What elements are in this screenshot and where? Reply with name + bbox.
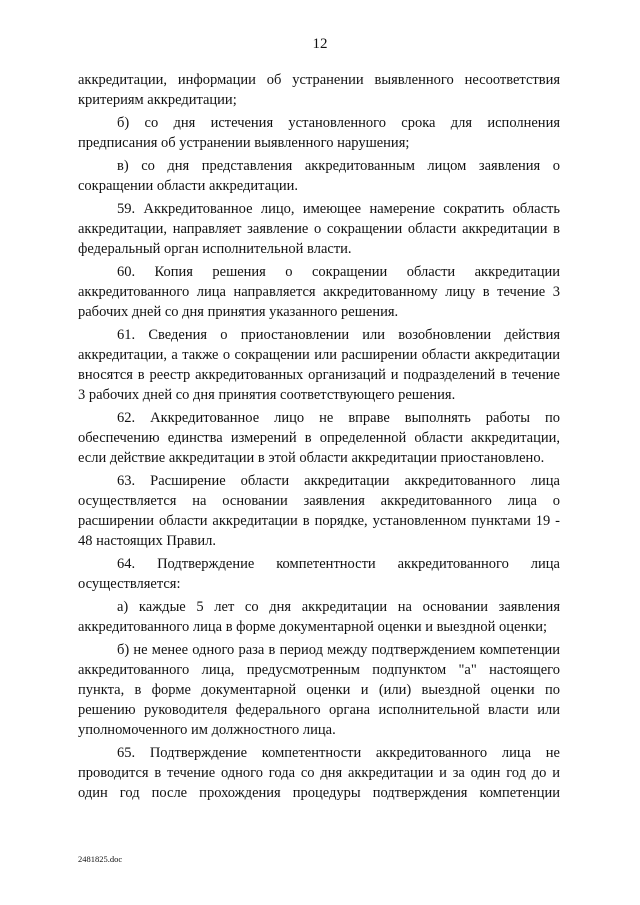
document-body bbox=[78, 70, 560, 806]
paragraph-64-subitem-b: б) не менее одного раза в период между подтверждением компетенции аккредитованного лица, предусмотренным подпунктом "а" настоящего пункта, в форме документарной оценки и (или) выездной оценки по решению руководителя федерального органа исполнительной власти или уполномоченного им должностного лица. bbox=[78, 642, 560, 738]
paragraph-62: 62. Аккредитованное лицо не вправе выполнять работы по обеспечению единства измерений в определенной области аккредитации, если действие аккредитации в этой области аккредитации приостановлено. bbox=[78, 410, 560, 466]
paragraph-subitem-b: б) со дня истечения установленного срока для исполнения предписания об устранении выявленного нарушения; bbox=[78, 115, 560, 151]
paragraph-continuation: аккредитации, информации об устранении выявленного несоответствия критериям аккредитации; bbox=[78, 72, 560, 108]
paragraph-64-subitem-a: а) каждые 5 лет со дня аккредитации на основании заявления аккредитованного лица в форме документарной оценки и выездной оценки; bbox=[78, 599, 560, 635]
page-number: 12 bbox=[312, 36, 328, 52]
paragraph-59: 59. Аккредитованное лицо, имеющее намерение сократить область аккредитации, направляет заявление о сокращении области аккредитации в федеральный орган исполнительной власти. bbox=[78, 201, 560, 257]
paragraph-60: 60. Копия решения о сокращении области аккредитации аккредитованного лица направляется аккредитованному лицу в течение 3 рабочих дней со дня принятия указанного решения. bbox=[78, 264, 560, 320]
paragraph-64: 64. Подтверждение компетентности аккредитованного лица осуществляется: bbox=[78, 556, 560, 592]
footer-file-name: 2481825.doc bbox=[78, 854, 123, 864]
paragraph-63: 63. Расширение области аккредитации аккредитованного лица осуществляется на основании заявления аккредитованного лица о расширении области аккредитации в порядке, установленном пунктами 19 - 48 настоящих Правил. bbox=[78, 473, 560, 549]
paragraph-65: 65. Подтверждение компетентности аккредитованного лица не проводится в течение одного года со дня аккредитации и за один год до и один год после прохождения процедуры подтверждения компетенции bbox=[78, 745, 560, 801]
paragraph-61: 61. Сведения о приостановлении или возобновлении действия аккредитации, а также о сокращении или расширении области аккредитации вносятся в реестр аккредитованных организаций и подразделений в течение 3 рабочих дней со дня принятия соответствующего решения. bbox=[78, 327, 560, 403]
paragraph-subitem-v: в) со дня представления аккредитованным лицом заявления о сокращении области аккредитации. bbox=[78, 158, 560, 194]
